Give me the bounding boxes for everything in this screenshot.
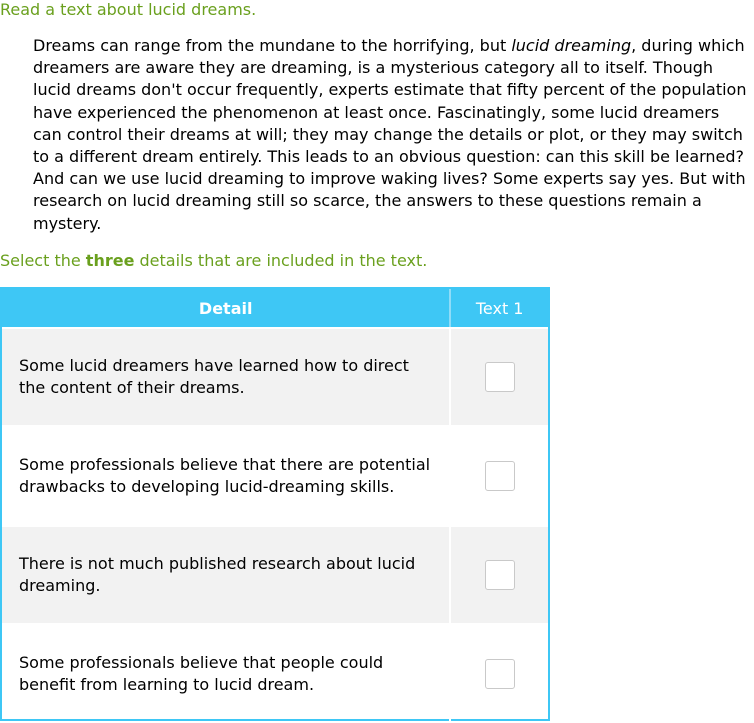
table-header bbox=[2, 289, 548, 327]
detail-selection-table bbox=[0, 287, 550, 721]
table-row bbox=[2, 425, 548, 525]
table-row bbox=[2, 327, 548, 425]
checkbox-row-3[interactable] bbox=[485, 560, 515, 590]
detail-cell: Some professionals believe that there are potential drawbacks to developing lucid-dreaming skills. bbox=[19, 455, 431, 496]
checkbox-cell bbox=[449, 527, 548, 623]
instruction-bold-count: three bbox=[85, 251, 135, 270]
passage-emphasis: lucid dreaming bbox=[511, 36, 632, 55]
instruction-before: Select the bbox=[0, 251, 86, 270]
checkbox-row-1[interactable] bbox=[485, 362, 515, 392]
header-detail: Detail bbox=[198, 298, 253, 318]
instruction-after: details that are included in the text. bbox=[134, 251, 428, 270]
reading-passage bbox=[33, 35, 753, 235]
instruction-text bbox=[0, 251, 427, 271]
checkbox-cell bbox=[449, 329, 548, 425]
checkbox-row-4[interactable] bbox=[485, 659, 515, 689]
passage-text-start: Dreams can range from the mundane to the horrifying, but bbox=[33, 36, 512, 55]
header-text-1: Text 1 bbox=[449, 289, 548, 327]
table-row bbox=[2, 525, 548, 623]
passage-text-rest: , during which dreamers are aware they are dreaming, is a mysterious category all to itself. Though lucid dreams don't occur frequently, experts estimate that fifty percent of the population have experienced the phenomenon at least once. Fascinatingly, some lucid dreamers can control their dreams at will; they may change the details or plot, or they may switch to a different dream entirely. This leads to an obvious question: can this skill be learned? And can we use lucid dreaming to improve waking lives? Some experts say yes. But with research on lucid dreaming still so scarce, the answers to these questions remain a mystery. bbox=[33, 36, 747, 233]
detail-cell: Some professionals believe that people could benefit from learning to lucid dream. bbox=[19, 653, 384, 694]
table-row bbox=[2, 623, 548, 723]
detail-cell: Some lucid dreamers have learned how to direct the content of their dreams. bbox=[19, 356, 409, 397]
checkbox-cell bbox=[449, 625, 548, 723]
checkbox-row-2[interactable] bbox=[485, 461, 515, 491]
prompt-text: Read a text about lucid dreams. bbox=[0, 0, 257, 19]
checkbox-cell bbox=[449, 427, 548, 525]
detail-cell: There is not much published research about lucid dreaming. bbox=[19, 554, 416, 595]
